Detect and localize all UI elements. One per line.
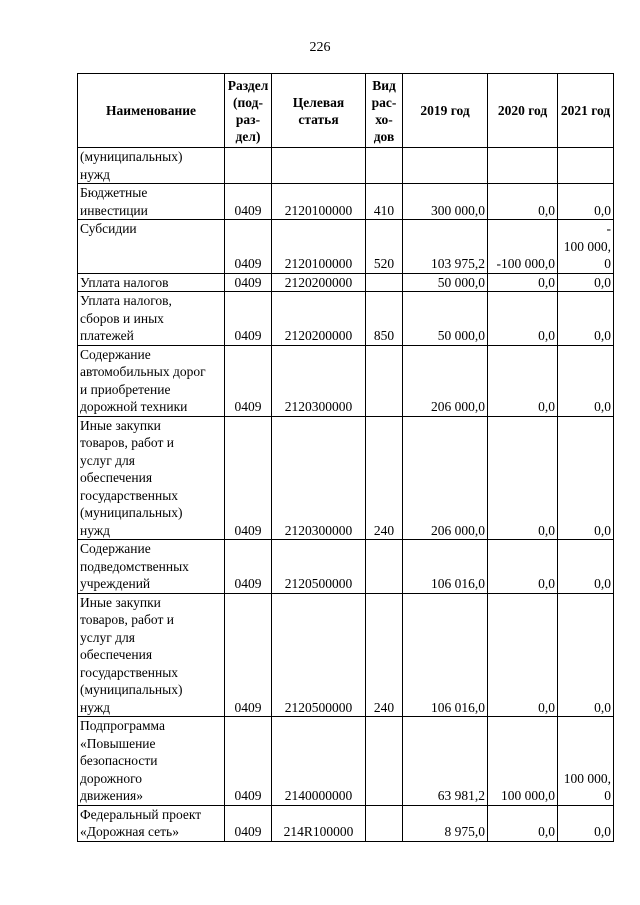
row-target: 2140000000 [272, 717, 366, 806]
row-2021: 0,0 [558, 184, 614, 220]
row-type: 240 [366, 416, 403, 540]
row-2019: 106 016,0 [403, 593, 488, 717]
row-target: 2120300000 [272, 345, 366, 416]
row-2021: 0,0 [558, 805, 614, 841]
row-2021: 0,0 [558, 540, 614, 594]
row-type [366, 805, 403, 841]
row-name: Федеральный проект «Дорожная сеть» [78, 805, 225, 841]
row-2021: 0,0 [558, 292, 614, 346]
budget-table [77, 73, 614, 842]
row-2019: 50 000,0 [403, 273, 488, 292]
row-2020: 0,0 [488, 416, 558, 540]
row-2021: 0,0 [558, 345, 614, 416]
row-name: Подпрограмма «Повышение безопасности дорожного движения» [78, 717, 225, 806]
table-row [78, 593, 614, 717]
row-target: 2120100000 [272, 184, 366, 220]
row-section: 0409 [225, 717, 272, 806]
row-2019: 103 975,2 [403, 220, 488, 274]
row-name: Содержание подведомственных учреждений [78, 540, 225, 594]
row-2019: 206 000,0 [403, 416, 488, 540]
row-type [366, 717, 403, 806]
row-target: 2120300000 [272, 416, 366, 540]
row-section: 0409 [225, 593, 272, 717]
row-2020: 0,0 [488, 593, 558, 717]
header-2021: 2021 год [558, 74, 614, 148]
row-2019 [403, 148, 488, 184]
row-section: 0409 [225, 273, 272, 292]
table-row [78, 345, 614, 416]
row-name: Субсидии [78, 220, 225, 274]
table-row [78, 717, 614, 806]
row-section: 0409 [225, 416, 272, 540]
row-type: 410 [366, 184, 403, 220]
row-name: Содержание автомобильных дорог и приобретение дорожной техники [78, 345, 225, 416]
row-name: Уплата налогов [78, 273, 225, 292]
row-name: Уплата налогов, сборов и иных платежей [78, 292, 225, 346]
header-section: Раздел (под- раз- дел) [225, 74, 272, 148]
row-target: 2120200000 [272, 273, 366, 292]
header-target: Целевая статья [272, 74, 366, 148]
header-2020: 2020 год [488, 74, 558, 148]
row-name: Иные закупки товаров, работ и услуг для обеспечения государственных (муниципальных) нужд [78, 593, 225, 717]
row-2021: 0,0 [558, 416, 614, 540]
row-2019: 63 981,2 [403, 717, 488, 806]
table-row [78, 273, 614, 292]
row-type: 850 [366, 292, 403, 346]
row-2019: 300 000,0 [403, 184, 488, 220]
row-type: 520 [366, 220, 403, 274]
row-section [225, 148, 272, 184]
row-2020: 0,0 [488, 805, 558, 841]
row-2020 [488, 148, 558, 184]
table-row [78, 220, 614, 274]
header-type: Вид рас- хо- дов [366, 74, 403, 148]
row-target: 2120500000 [272, 593, 366, 717]
table-row [78, 292, 614, 346]
row-2020: 0,0 [488, 184, 558, 220]
row-target [272, 148, 366, 184]
row-2020: 0,0 [488, 292, 558, 346]
table-row [78, 184, 614, 220]
row-section: 0409 [225, 184, 272, 220]
row-2021: - 100 000, 0 [558, 220, 614, 274]
row-2021: 0,0 [558, 593, 614, 717]
header-2019: 2019 год [403, 74, 488, 148]
row-2019: 50 000,0 [403, 292, 488, 346]
row-type: 240 [366, 593, 403, 717]
row-target: 2120200000 [272, 292, 366, 346]
row-type [366, 273, 403, 292]
row-2019: 206 000,0 [403, 345, 488, 416]
row-section: 0409 [225, 292, 272, 346]
header-name: Наименование [78, 74, 225, 148]
row-name: Бюджетные инвестиции [78, 184, 225, 220]
row-2019: 8 975,0 [403, 805, 488, 841]
row-section: 0409 [225, 540, 272, 594]
row-2020: 0,0 [488, 540, 558, 594]
row-section: 0409 [225, 805, 272, 841]
table-row [78, 416, 614, 540]
row-2020: -100 000,0 [488, 220, 558, 274]
row-2021: 100 000, 0 [558, 717, 614, 806]
row-2020: 0,0 [488, 273, 558, 292]
table-row [78, 805, 614, 841]
row-2021: 0,0 [558, 273, 614, 292]
row-2020: 100 000,0 [488, 717, 558, 806]
header-row [78, 74, 614, 148]
row-target: 214R100000 [272, 805, 366, 841]
row-type [366, 148, 403, 184]
row-2021 [558, 148, 614, 184]
row-section: 0409 [225, 220, 272, 274]
row-type [366, 345, 403, 416]
row-type [366, 540, 403, 594]
page-number: 226 [309, 40, 331, 55]
row-2020: 0,0 [488, 345, 558, 416]
row-name: (муниципальных) нужд [78, 148, 225, 184]
row-name: Иные закупки товаров, работ и услуг для обеспечения государственных (муниципальных) нужд [78, 416, 225, 540]
table-row [78, 540, 614, 594]
row-target: 2120500000 [272, 540, 366, 594]
row-2019: 106 016,0 [403, 540, 488, 594]
row-section: 0409 [225, 345, 272, 416]
row-target: 2120100000 [272, 220, 366, 274]
table-row [78, 148, 614, 184]
